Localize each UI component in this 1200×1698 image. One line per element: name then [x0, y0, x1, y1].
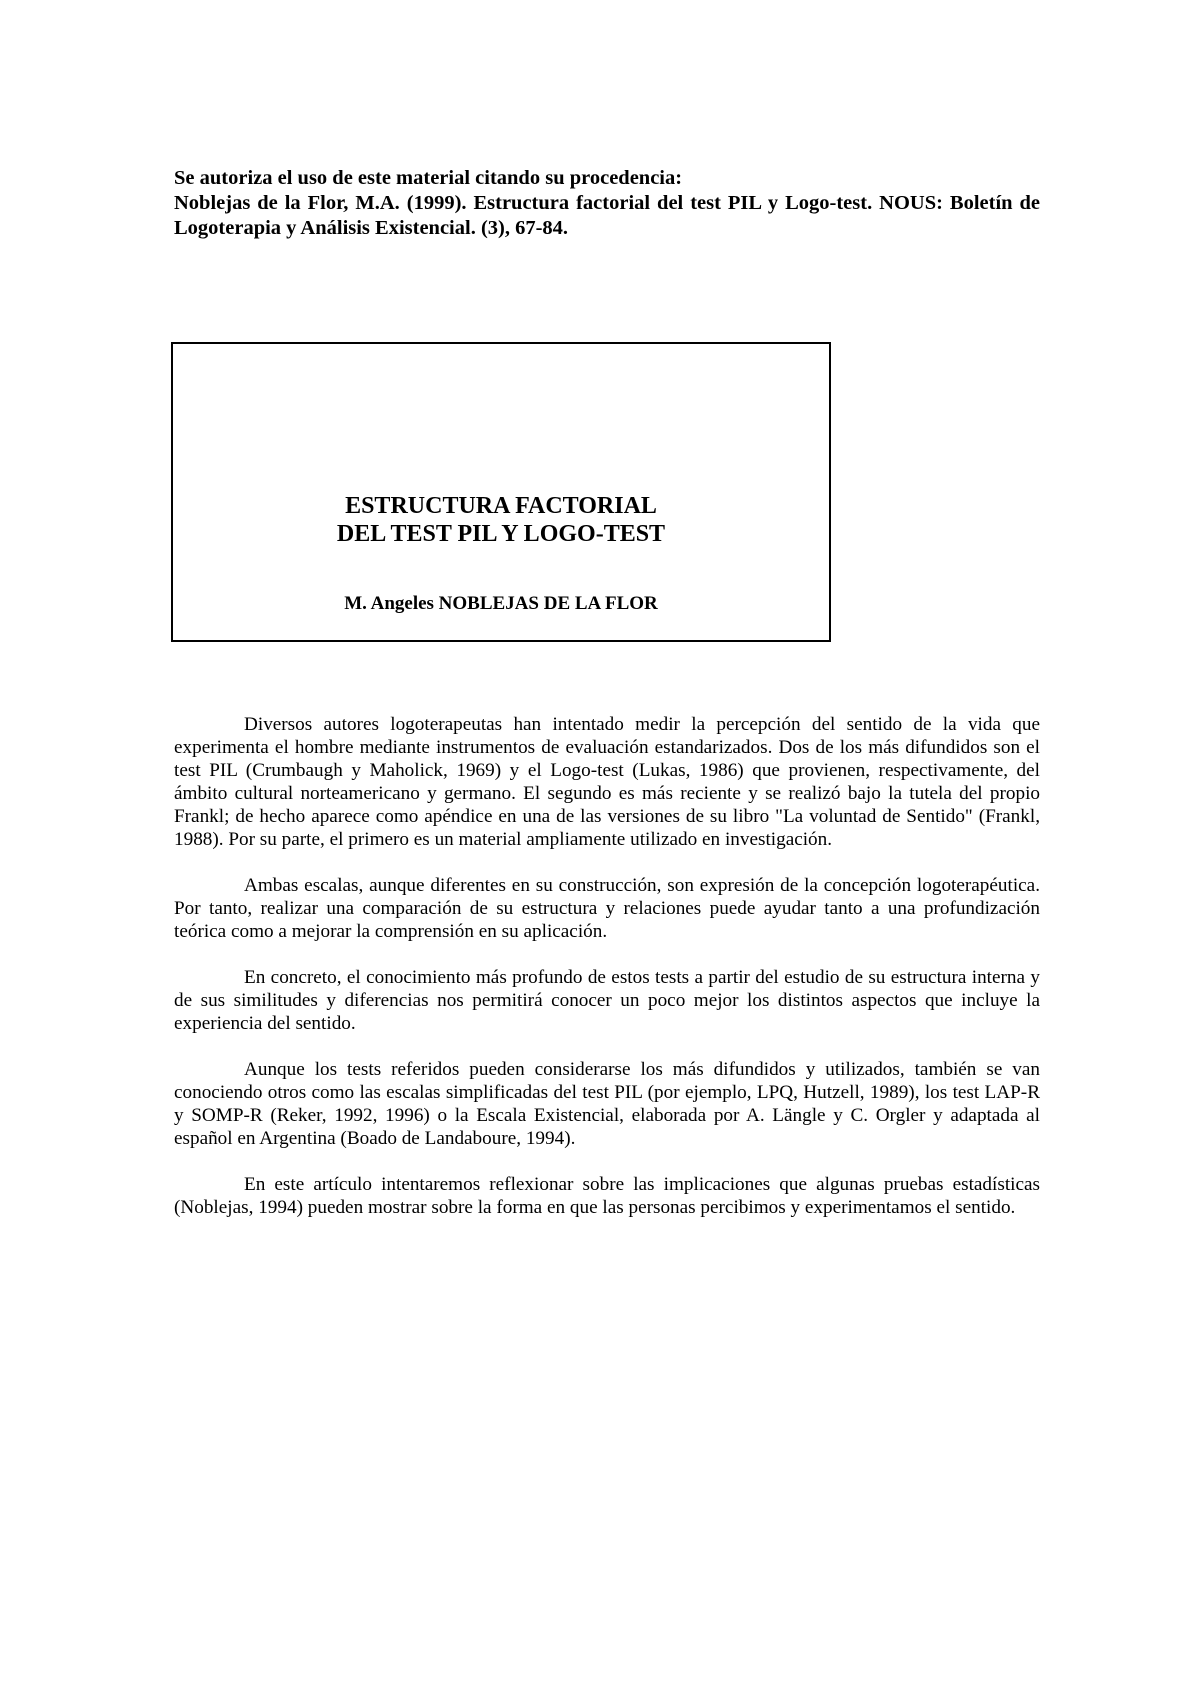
body-text — [174, 713, 1040, 1242]
article-title — [173, 492, 829, 548]
article-title-line-1: ESTRUCTURA FACTORIAL — [345, 493, 657, 519]
paragraph-2: Ambas escalas, aunque diferentes en su construcción, son expresión de la concepción logoterapéutica. Por tanto, realizar una comparación de su estructura y relaciones puede ayudar tanto a una profundización teórica como a mejorar la comprensión en su aplicación. — [174, 875, 1040, 942]
article-author: M. Angeles NOBLEJAS DE LA FLOR — [344, 593, 658, 614]
article-title-line-2: DEL TEST PIL Y LOGO-TEST — [336, 521, 666, 547]
paragraph-4: Aunque los tests referidos pueden considerarse los más difundidos y utilizados, también se van conociendo otros como las escalas simplificadas del test PIL (por ejemplo, LPQ, Hutzell, 1989), los test LAP-R y SOMP-R (Reker, 1992, 1996) o la Escala Existencial, elaborada por A. Längle y C. Orgler y adaptada al español en Argentina (Boado de Landaboure, 1994). — [174, 1059, 1040, 1149]
paragraph-3: En concreto, el conocimiento más profundo de estos tests a partir del estudio de su estructura interna y de sus similitudes y diferencias nos permitirá conocer un poco mejor los distintos aspectos que incluye la experiencia del sentido. — [174, 967, 1040, 1034]
paragraph-1: Diversos autores logoterapeutas han intentado medir la percepción del sentido de la vida que experimenta el hombre mediante instrumentos de evaluación estandarizados. Dos de los más difundidos son el test PIL (Crumbaugh y Maholick, 1969) y el Logo-test (Lukas, 1986) que provienen, respectivamente, del ámbito cultural norteamericano y germano. El segundo es más reciente y se realizó bajo la tutela del propio Frankl; de hecho aparece como apéndice en una de las versiones de su libro "La voluntad de Sentido" (Frankl, 1988). Por su parte, el primero es un material ampliamente utilizado en investigación. — [174, 714, 1040, 850]
citation-notice — [174, 166, 1040, 241]
paragraph-5: En este artículo intentaremos reflexionar sobre las implicaciones que algunas pruebas estadísticas (Noblejas, 1994) pueden mostrar sobre la forma en que las personas percibimos y experimentamos el sentido. — [174, 1174, 1040, 1218]
citation-reference: Noblejas de la Flor, M.A. (1999). Estructura factorial del test PIL y Logo-test. NOUS: Boletín de Logoterapia y Análisis Existencial. (3), 67-84. — [174, 192, 1040, 239]
title-box — [171, 342, 831, 642]
citation-permission-line: Se autoriza el uso de este material citando su procedencia: — [174, 167, 683, 189]
